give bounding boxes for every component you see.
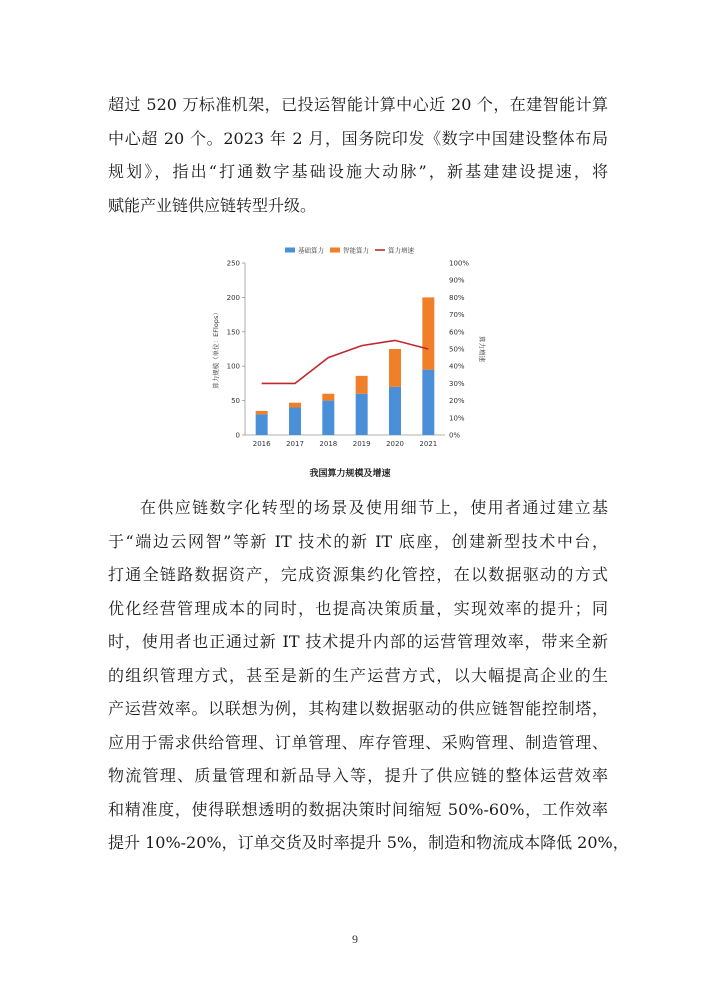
- y-tick-label: 0: [235, 431, 240, 440]
- x-tick-label: 2019: [352, 440, 371, 448]
- bar-intelligent: [289, 403, 301, 408]
- y2-tick-label: 60%: [449, 328, 465, 337]
- y-tick-label: 200: [226, 293, 240, 302]
- y2-tick-label: 70%: [449, 311, 465, 320]
- paragraph-1: [108, 88, 608, 222]
- bar-basic: [389, 387, 401, 435]
- bar-intelligent: [422, 297, 434, 369]
- text-line: 物流管理、质量管理和新品导入等，提升了供应链的整体运营效率: [108, 766, 608, 785]
- text-line: 应用于需求供给管理、订单管理、库存管理、采购管理、制造管理、: [108, 732, 608, 752]
- legend-swatch: [285, 248, 295, 253]
- legend-label: 智能算力: [343, 246, 369, 255]
- text-line: 赋能产业链供应链转型升级。: [108, 195, 317, 215]
- x-tick-label: 2018: [319, 440, 338, 448]
- y-tick-label: 50: [231, 397, 240, 406]
- growth-rate-line: [262, 340, 429, 383]
- y2-tick-label: 30%: [449, 379, 465, 388]
- text-line: 于“端边云网智”等新 IT 技术的新 IT 底座，创建新型技术中台，: [108, 531, 608, 551]
- bar-basic: [356, 394, 368, 435]
- x-tick-label: 2020: [386, 440, 404, 448]
- bar-intelligent: [356, 376, 368, 394]
- x-tick-label: 2017: [286, 440, 304, 448]
- legend-label: 基础算力: [298, 246, 324, 255]
- chart-svg: [200, 240, 500, 465]
- x-tick-label: 2016: [252, 440, 271, 448]
- y2-tick-label: 100%: [449, 259, 470, 268]
- y2-tick-label: 20%: [449, 397, 465, 406]
- text-line: 和精准度，使得联想透明的数据决策时间缩短 50%-60%，工作效率: [108, 799, 608, 819]
- text-line: 超过 520 万标准机架，已投运智能计算中心近 20 个，在建智能计算: [108, 95, 608, 114]
- chart-title: 我国算力规模及增速: [309, 469, 391, 479]
- y2-tick-label: 90%: [449, 276, 465, 285]
- y-axis-title: 算力规模（单位：EFlops）: [212, 309, 220, 389]
- y-tick-label: 250: [226, 259, 240, 268]
- bar-intelligent: [322, 394, 334, 401]
- text-line: 打通全链路数据资产，完成资源集约化管控，在以数据驱动的方式: [108, 565, 608, 584]
- y2-tick-label: 0%: [449, 431, 461, 440]
- text-line: 的组织管理方式，甚至是新的生产运营方式，以大幅提高企业的生: [108, 665, 608, 685]
- y-tick-label: 100: [226, 362, 240, 371]
- y2-tick-label: 10%: [449, 414, 465, 423]
- y2-tick-label: 80%: [449, 293, 465, 302]
- text-line: 时，使用者也正通过新 IT 技术提升内部的运营管理效率，带来全新: [108, 632, 608, 651]
- y2-tick-label: 40%: [449, 362, 465, 371]
- y2-axis-title: 算力增速: [478, 336, 486, 362]
- text-line: 在供应链数字化转型的场景及使用细节上，使用者通过建立基: [140, 498, 608, 517]
- legend-label: 算力增速: [388, 246, 414, 255]
- compute-scale-chart: [200, 240, 500, 490]
- bar-basic: [289, 407, 301, 435]
- legend-swatch: [330, 248, 340, 253]
- bar-basic: [422, 370, 434, 435]
- y2-tick-label: 50%: [449, 345, 465, 354]
- bar-basic: [256, 414, 268, 435]
- text-line: 优化经营管理成本的同时，也提高决策质量，实现效率的提升；同: [108, 598, 608, 618]
- text-line: 规划》，指出“打通数字基础设施大动脉”，新基建建设提速，将: [108, 162, 608, 181]
- text-line: 中心超 20 个。2023 年 2 月，国务院印发《数字中国建设整体布局: [108, 128, 608, 148]
- paragraph-2: [108, 491, 629, 860]
- bar-intelligent: [256, 411, 268, 414]
- y-tick-label: 150: [226, 328, 240, 337]
- bar-basic: [322, 401, 334, 435]
- text-line: 提升 10%-20%，订单交货及时率提升 5%，制造和物流成本降低 20%，: [108, 833, 629, 852]
- x-tick-label: 2021: [419, 440, 438, 448]
- page-number: 9: [352, 932, 358, 946]
- bar-intelligent: [389, 349, 401, 387]
- text-line: 产运营效率。以联想为例，其构建以数据驱动的供应链智能控制塔，: [108, 699, 608, 718]
